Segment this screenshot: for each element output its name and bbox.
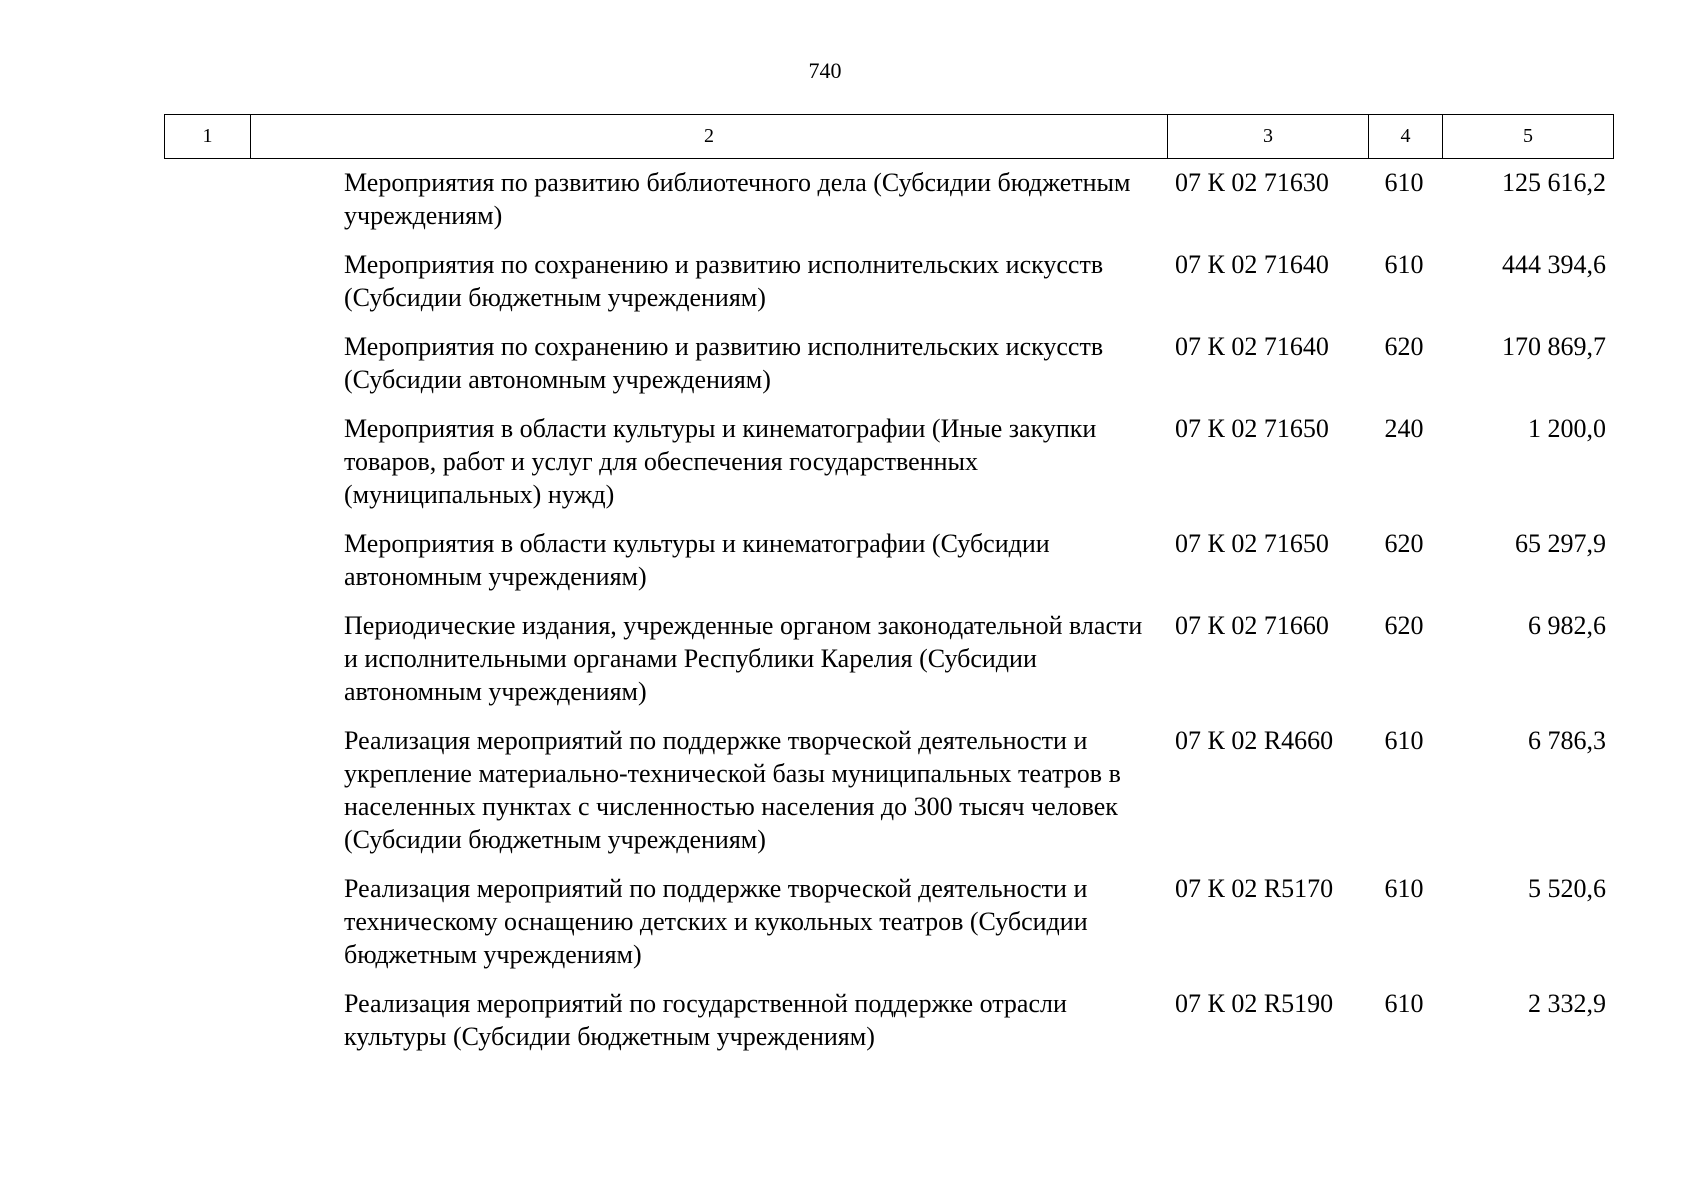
row-name: Мероприятия в области культуры и кинематографии (Иные закупки товаров, работ и услуг для обеспечения государственных (муниципальных) нужд) xyxy=(344,414,1097,509)
table-row xyxy=(164,330,1614,396)
row-type: 610 xyxy=(1384,989,1424,1018)
row-name: Мероприятия по развитию библиотечного дела (Субсидии бюджетным учреждениям) xyxy=(344,168,1131,230)
table-body xyxy=(164,166,1614,1069)
row-type: 610 xyxy=(1384,168,1424,197)
row-amount: 5 520,6 xyxy=(1528,874,1606,903)
table-row xyxy=(164,166,1614,232)
table-row xyxy=(164,248,1614,314)
table-row xyxy=(164,412,1614,511)
row-type: 620 xyxy=(1384,529,1424,558)
table-header xyxy=(164,114,1614,159)
table-row xyxy=(164,987,1614,1053)
column-header-3: 3 xyxy=(1167,115,1368,158)
row-amount: 125 616,2 xyxy=(1502,168,1606,197)
row-type: 620 xyxy=(1384,332,1424,361)
column-header-5: 5 xyxy=(1442,115,1613,158)
row-code: 07 К 02 71640 xyxy=(1175,250,1329,279)
column-header-4: 4 xyxy=(1368,115,1442,158)
row-amount: 65 297,9 xyxy=(1515,529,1606,558)
row-code: 07 К 02 71630 xyxy=(1175,168,1329,197)
row-name: Мероприятия в области культуры и кинематографии (Субсидии автономным учреждениям) xyxy=(344,529,1050,591)
row-name: Реализация мероприятий по поддержке творческой деятельности и техническому оснащению детских и кукольных театров (Субсидии бюджетным учреждениям) xyxy=(344,874,1088,969)
row-code: 07 К 02 R5190 xyxy=(1175,989,1334,1018)
row-amount: 170 869,7 xyxy=(1502,332,1606,361)
table-row xyxy=(164,724,1614,856)
row-type: 620 xyxy=(1384,611,1424,640)
row-type: 610 xyxy=(1384,726,1424,755)
column-header-2: 2 xyxy=(250,115,1167,158)
row-code: 07 К 02 71660 xyxy=(1175,611,1329,640)
row-amount: 2 332,9 xyxy=(1528,989,1606,1018)
row-type: 610 xyxy=(1384,874,1424,903)
row-amount: 6 982,6 xyxy=(1528,611,1606,640)
row-name: Периодические издания, учрежденные органом законодательной власти и исполнительными органами Республики Карелия (Субсидии автономным учреждениям) xyxy=(344,611,1143,706)
table-row xyxy=(164,872,1614,971)
row-name: Мероприятия по сохранению и развитию исполнительских искусств (Субсидии бюджетным учреждениям) xyxy=(344,250,1104,312)
row-name: Реализация мероприятий по поддержке творческой деятельности и укрепление материально-технической базы муниципальных театров в населенных пунктах с численностью населения до 300 тысяч человек (Субсидии бюджетным учреждениям) xyxy=(344,726,1121,854)
row-code: 07 К 02 71640 xyxy=(1175,332,1329,361)
row-code: 07 К 02 R4660 xyxy=(1175,726,1334,755)
row-code: 07 К 02 71650 xyxy=(1175,529,1329,558)
row-amount: 444 394,6 xyxy=(1502,250,1606,279)
page-number: 740 xyxy=(808,58,842,83)
column-header-1: 1 xyxy=(202,125,213,147)
row-code: 07 К 02 R5170 xyxy=(1175,874,1334,903)
row-amount: 1 200,0 xyxy=(1528,414,1606,443)
row-type: 610 xyxy=(1384,250,1424,279)
row-amount: 6 786,3 xyxy=(1528,726,1606,755)
table-row xyxy=(164,527,1614,593)
row-code: 07 К 02 71650 xyxy=(1175,414,1329,443)
row-name: Реализация мероприятий по государственной поддержке отрасли культуры (Субсидии бюджетным учреждениям) xyxy=(344,989,1067,1051)
row-name: Мероприятия по сохранению и развитию исполнительских искусств (Субсидии автономным учреждениям) xyxy=(344,332,1104,394)
row-type: 240 xyxy=(1384,414,1424,443)
table-row xyxy=(164,609,1614,708)
